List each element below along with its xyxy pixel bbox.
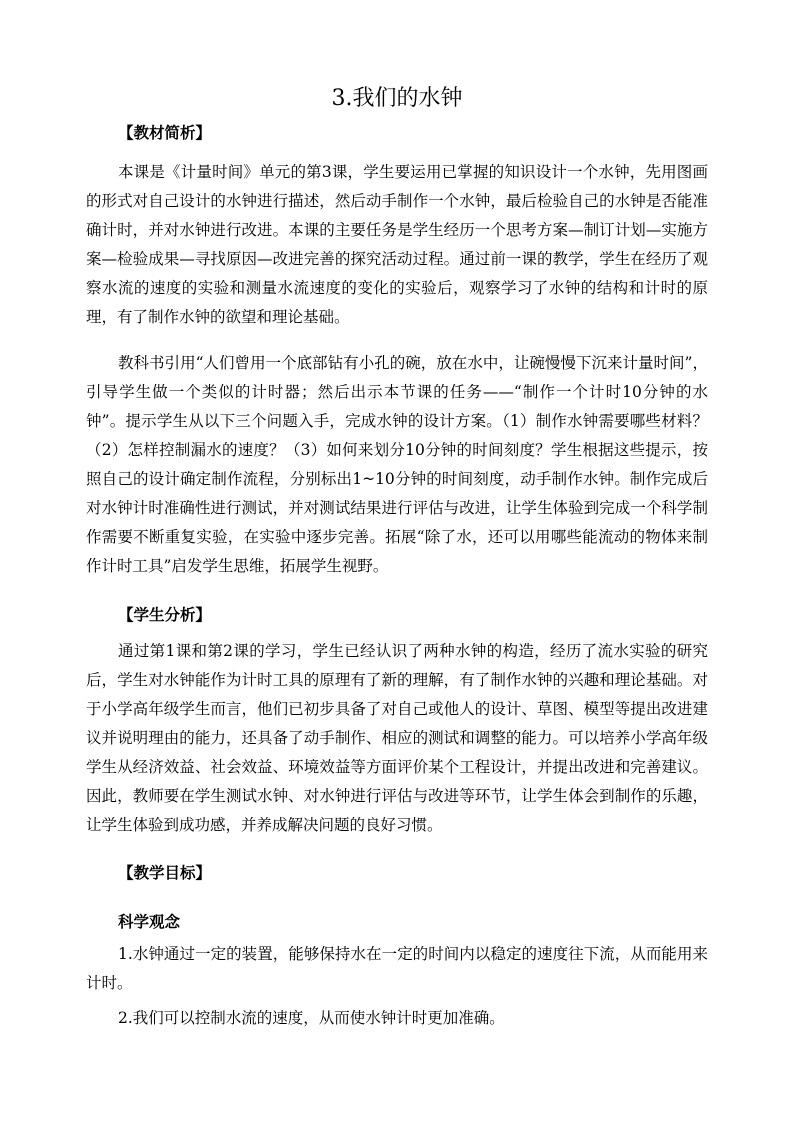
goal-item-2: 2.我们可以控制水流的速度，从而使水钟计时更加准确。 (118, 1009, 505, 1027)
subheading-science-concepts: 科学观念 (118, 912, 181, 931)
paragraph-student-analysis: 通过第1课和第2课的学习，学生已经认识了两种水钟的构造，经历了流水实验的研究后，学生对水钟能作为计时工具的原理有了新的理解，有了制作水钟的兴趣和理论基础。对于小学高年级学生而言，他们已初步具备了对自己或他人的设计、草图、模型等提出改进建议并说明理由的能力，还具备了动手制作、相应的测试和调整的能力。可以培养小学高年级学生从经济效益、社会效益、环境效益等方面评价某个工程设计，并提出改进和完善建议。因此，教师要在学生测试水钟、对水钟进行评估与改进等环节，让学生体会到制作的乐趣，让学生体验到成功感，并养成解决问题的良好习惯。 (86, 642, 708, 834)
paragraph-textbook-analysis-2: 教科书引用“人们曾用一个底部钻有小孔的碗，放在水中，让碗慢慢下沉来计量时间”，引导学生做一个类似的计时器；然后出示本节课的任务——“制作一个计时10分钟的水钟”。提示学生从以下三个问题入手，完成水钟的设计方案。（1）制作水钟需要哪些材料？（2）怎样控制漏水的速度？（3）如何来划分10分钟的时间刻度？学生根据这些提示，按照自己的设计确定制作流程，分别标出1~10分钟的时间刻度，动手制作水钟。制作完成后对水钟计时准确性进行测试，并对测试结果进行评估与改进，让学生体验到完成一个科学制作需要不断重复实验，在实验中逐步完善。拓展“除了水，还可以用哪些能流动的物体来制作计时工具”启发学生思维，拓展学生视野。 (86, 354, 708, 575)
paragraph-textbook-analysis-1: 本课是《计量时间》单元的第3课，学生要运用已掌握的知识设计一个水钟，先用图画的形式对自己设计的水钟进行描述，然后动手制作一个水钟，最后检验自己的水钟是否能准确计时，并对水钟进行改进。本课的主要任务是学生经历一个思考方案—制订计划—实施方案—检验成果—寻找原因—改进完善的探究活动过程。通过前一课的教学，学生在经历了观察水流的速度的实验和测量水流速度的变化的实验后，观察学习了水钟的结构和计时的原理，有了制作水钟的欲望和理论基础。 (86, 163, 708, 326)
page-title: 3.我们的水钟 (331, 86, 463, 111)
section-heading-student-analysis: 【学生分析】 (118, 605, 212, 624)
section-heading-teaching-goals: 【教学目标】 (118, 863, 212, 882)
section-heading-textbook-analysis: 【教材简析】 (118, 123, 212, 142)
goal-item-1: 1.水钟通过一定的装置，能够保持水在一定的时间内以稳定的速度往下流，从而能用来计时。 (86, 945, 708, 992)
